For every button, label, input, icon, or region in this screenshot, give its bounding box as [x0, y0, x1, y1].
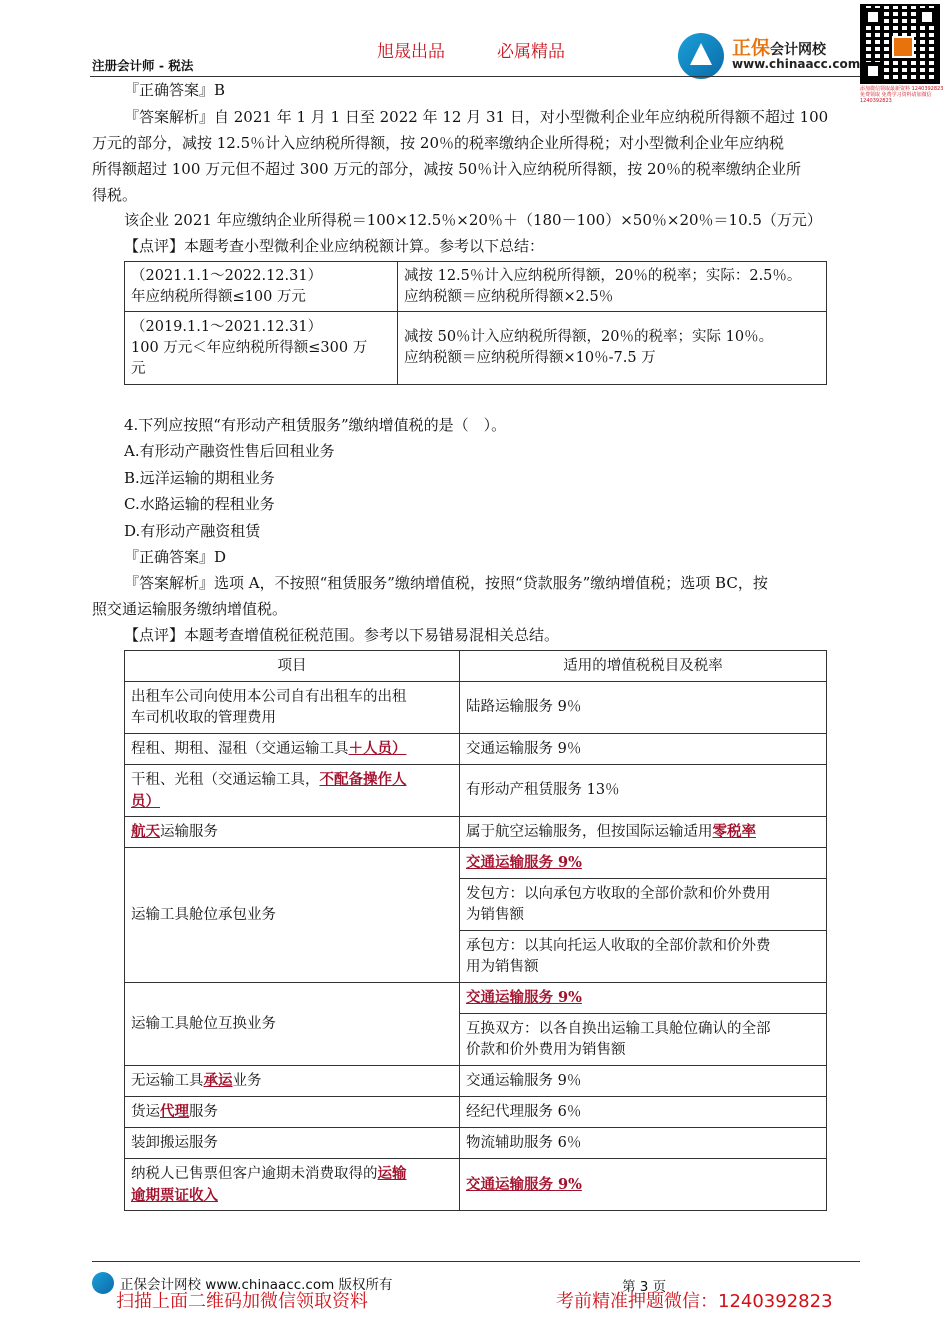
table-cell: 出租车公司向使用本公司自有出租车的出租 车司机收取的管理费用 — [125, 682, 460, 734]
option-d: D.有形动产融资租赁 — [124, 522, 261, 540]
promo-right: 考前精准押题微信：1240392823 — [556, 1291, 833, 1312]
analysis-3-line2: 万元的部分，减按 12.5％计入应纳税所得额，按 20％的税率缴纳企业所得税；对小型微利企业年应纳税 — [92, 134, 785, 152]
small-profit-table — [124, 261, 827, 385]
table-row — [125, 817, 827, 848]
table-cell: （2021.1.1～2022.12.31） 年应纳税所得额≤100 万元 — [125, 262, 398, 312]
table-cell: 发包方：以向承包方收取的全部价款和价外费用 为销售额 — [460, 879, 827, 931]
table-cell: 减按 50％计入应纳税所得额，20％的税率；实际 10％。 应纳税额＝应纳税所得额×10％-7.5 万 — [398, 312, 827, 385]
table-cell: 互换双方：以各自换出运输工具舱位确认的全部 价款和价外费用为销售额 — [460, 1014, 827, 1066]
question-stem: 4.下列应按照“有形动产租赁服务”缴纳增值税的是（ ）。 — [124, 416, 507, 434]
analysis-3-line4: 得税。 — [92, 186, 138, 204]
option-b: B.远洋运输的期租业务 — [124, 469, 275, 487]
table-cell: 程租、期租、湿租（交通运输工具＋人员） — [125, 734, 460, 765]
header-cell: 项目 — [125, 651, 460, 682]
footer-logo-icon — [92, 1272, 114, 1294]
table-cell: 经纪代理服务 6％ — [460, 1097, 827, 1128]
table-cell: 属于航空运输服务，但按国际运输适用零税率 — [460, 817, 827, 848]
answer-4: 『正确答案』D — [124, 548, 227, 566]
table-cell: （2019.1.1～2021.12.31） 100 万元＜年应纳税所得额≤300 万 元 — [125, 312, 398, 385]
page-number: 第 3 页 — [622, 1279, 667, 1295]
analysis-4-line1: 『答案解析』选项 A，不按照“租赁服务”缴纳增值税，按照“贷款服务”缴纳增值税；选项 BC，按 — [124, 574, 768, 592]
table-cell: 减按 12.5％计入应纳税所得额，20％的税率；实际：2.5％。 应纳税额＝应纳税所得额×2.5％ — [398, 262, 827, 312]
logo-url: www.chinaacc.com — [732, 57, 861, 71]
table-cell: 无运输工具承运业务 — [125, 1066, 460, 1097]
table-cell: 航天运输服务 — [125, 817, 460, 848]
table-row — [125, 262, 827, 312]
table-cell: 陆路运输服务 9％ — [460, 682, 827, 734]
table-cell: 交通运输服务 9% — [460, 1159, 827, 1211]
table-cell: 交通运输服务 9% — [460, 983, 827, 1014]
chinaacc-logo-icon — [678, 33, 724, 79]
option-a: A.有形动产融资性售后回租业务 — [124, 442, 335, 460]
table-row — [125, 1097, 827, 1128]
analysis-4-line2: 照交通运输服务缴纳增值税。 — [92, 600, 288, 618]
table-row — [125, 682, 827, 734]
table-cell: 交通运输服务 9％ — [460, 1066, 827, 1097]
table-row — [125, 1128, 827, 1159]
table-row — [125, 983, 827, 1014]
calculation: 该企业 2021 年应缴纳企业所得税＝100×12.5％×20％＋（180－100）×50％×20％＝10.5（万元） — [124, 211, 822, 229]
table-row — [125, 734, 827, 765]
answer-3: 『正确答案』B — [124, 81, 226, 99]
table-cell: 干租、光租（交通运输工具，不配备操作人 员） — [125, 765, 460, 817]
qr-code-icon — [860, 4, 940, 84]
comment-4: 【点评】本题考查增值税征税范围。参考以下易错易混相关总结。 — [124, 626, 560, 644]
table-cell: 交通运输服务 9% — [460, 848, 827, 879]
table-cell: 有形动产租赁服务 13％ — [460, 765, 827, 817]
analysis-3-line3: 所得额超过 100 万元但不超过 300 万元的部分，减按 50％计入应纳税所得额，按 20％的税率缴纳企业所 — [92, 160, 802, 178]
qr-caption: 添加微信领取最新资料 1240392823 免费领取 免费学习资料请加微信 1240392823 — [860, 86, 944, 104]
table-cell: 货运代理服务 — [125, 1097, 460, 1128]
table-cell: 交通运输服务 9％ — [460, 734, 827, 765]
header-cell: 适用的增值税税目及税率 — [460, 651, 827, 682]
table-cell: 纳税人已售票但客户逾期未消费取得的运输 逾期票证收入 — [125, 1159, 460, 1211]
table-cell: 物流辅助服务 6％ — [460, 1128, 827, 1159]
footer-divider — [92, 1261, 860, 1262]
comment-3: 【点评】本题考查小型微利企业应纳税额计算。参考以下总结： — [124, 237, 545, 255]
table-row — [125, 765, 827, 817]
table-row — [125, 312, 827, 385]
vat-scope-table — [124, 650, 827, 1211]
table-cell: 装卸搬运服务 — [125, 1128, 460, 1159]
table-cell: 承包方：以其向托运人收取的全部价款和价外费 用为销售额 — [460, 931, 827, 983]
table-row — [125, 848, 827, 879]
table-row — [125, 1066, 827, 1097]
option-c: C.水路运输的程租业务 — [124, 495, 275, 513]
footer-copyright: 正保会计网校 www.chinaacc.com 版权所有 — [120, 1277, 393, 1293]
header-divider — [90, 76, 860, 77]
table-cell: 运输工具舱位互换业务 — [125, 983, 460, 1066]
logo-title: 正保会计网校 — [732, 37, 827, 59]
slogan-left: 旭晟出品 — [377, 42, 445, 62]
table-cell: 运输工具舱位承包业务 — [125, 848, 460, 983]
promo-left: 扫描上面二维码加微信领取资料 — [116, 1291, 368, 1312]
table-header-row — [125, 651, 827, 682]
table-row — [125, 1159, 827, 1211]
analysis-3-line1: 『答案解析』自 2021 年 1 月 1 日至 2022 年 12 月 31 日，对小型微利企业年应纳税所得额不超过 100 — [124, 108, 829, 126]
doc-title: 注册会计师 - 税法 — [92, 58, 194, 73]
slogan-right: 必属精品 — [497, 42, 565, 62]
